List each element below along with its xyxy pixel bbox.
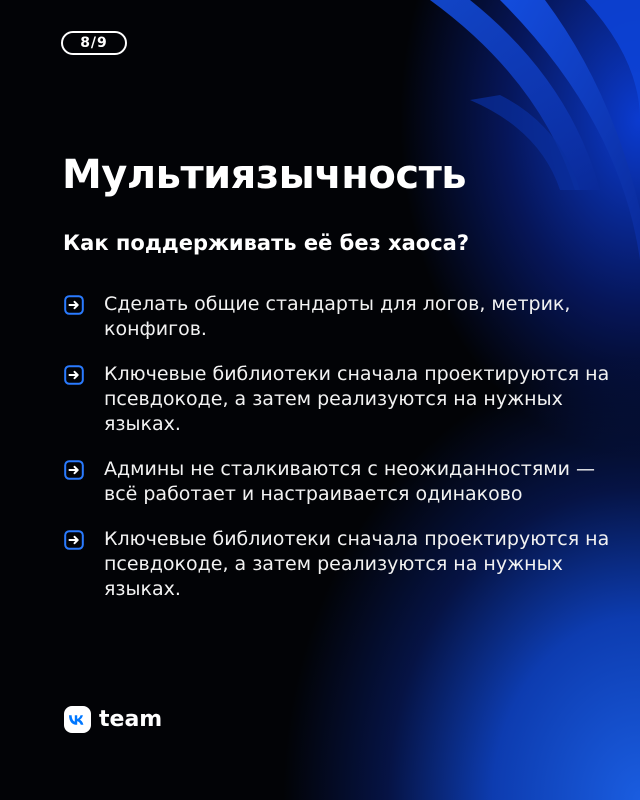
list-item-text: Админы не сталкиваются с неожиданностями — всё работает и настраивается одинаково [104, 458, 595, 505]
list-item-text: Ключевые библиотеки сначала проектируются на псевдокоде, а затем реализуются на нужных языках. [104, 363, 610, 435]
bullet-list [64, 292, 624, 622]
page-title: Мультиязычность [62, 152, 467, 198]
list-item [64, 362, 624, 437]
arrow-right-box-icon [64, 460, 84, 480]
list-item [64, 527, 624, 602]
vk-logo-icon [64, 706, 91, 733]
arrow-right-box-icon [64, 530, 84, 550]
list-item-text: Ключевые библиотеки сначала проектируются на псевдокоде, а затем реализуются на нужных языках. [104, 528, 610, 600]
brand-name: team [99, 707, 163, 732]
vk-glyph-icon [68, 714, 87, 726]
arrow-right-box-icon [64, 295, 84, 315]
brand [64, 706, 162, 733]
list-item [64, 457, 624, 507]
slide-counter: 8/9 [61, 31, 127, 55]
list-item-text: Сделать общие стандарты для логов, метрик, конфигов. [104, 293, 571, 340]
page-subtitle: Как поддерживать её без хаоса? [63, 231, 470, 255]
arrow-right-box-icon [64, 365, 84, 385]
list-item [64, 292, 624, 342]
